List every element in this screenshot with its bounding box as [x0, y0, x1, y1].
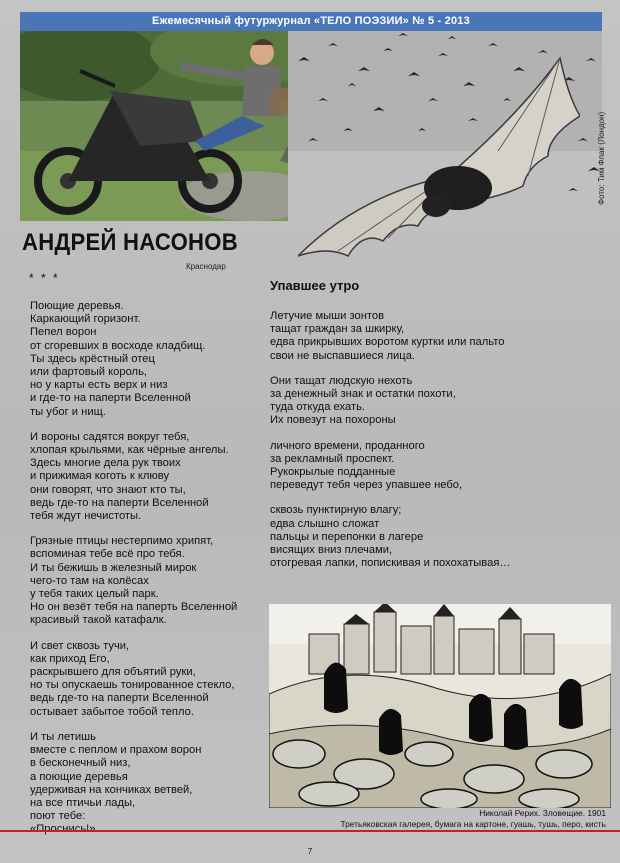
stanza	[270, 504, 511, 570]
poem-line: ведь где-то на паперти Вселенной	[30, 692, 209, 705]
poem-line: отогревая лапки, попискивая и похохатывая…	[270, 557, 511, 570]
poem-line: Они тащат людскую нехоть	[270, 374, 413, 387]
poem2-title: Упавшее утро	[270, 278, 360, 293]
stanza	[270, 440, 511, 493]
author-city: Краснодар	[186, 262, 226, 271]
poem-line: Здесь многие дела рук твоих	[30, 457, 181, 470]
poem-line: Рукокрылые подданные	[270, 466, 396, 479]
poem-line: Летучие мыши зонтов	[270, 310, 385, 322]
poem-line: И вороны садятся вокруг тебя,	[30, 430, 190, 443]
poem-line: едва прикрывших воротом куртки или пальто	[270, 336, 505, 349]
author-name: АНДРЕЙ НАСОНОВ	[22, 229, 238, 256]
poem-line: они говорят, что знают кто ты,	[30, 483, 186, 496]
caption-line-1: Николай Рерих. Зловещие. 1901	[479, 808, 606, 818]
poem-line: Но он везёт тебя на паперть Вселенной	[30, 601, 238, 614]
stanza	[30, 535, 237, 627]
poem-line: свои не выспавшиеся лица.	[270, 349, 416, 362]
poem-line: красивый такой катафалк.	[30, 614, 167, 627]
poem-line: висящих вниз плечами,	[270, 544, 393, 557]
stanza	[270, 310, 511, 363]
poem-line: раскрывшего для объятий руки,	[30, 666, 196, 679]
poem-line: ты убог и нищ.	[30, 405, 106, 418]
poem-line: Их повезут на похороны	[270, 414, 396, 427]
poem-line: Грязные птицы нестерпимо хрипят,	[30, 535, 214, 548]
poem-line: пальцы и перепонки в лагере	[270, 530, 424, 543]
poem-line: И ты бежишь в железный мирок	[30, 561, 197, 574]
poem-line: туда откуда ехать.	[270, 401, 366, 414]
poem-line: в бесконечный низ,	[30, 757, 131, 770]
poem2-body	[270, 310, 511, 582]
poem-line: Пепел ворон	[30, 326, 97, 339]
poem1-title: * * *	[29, 271, 60, 285]
poem-line: сквозь пунктирную влагу;	[270, 504, 402, 517]
bat-illustration	[298, 56, 580, 270]
stanza	[30, 731, 237, 837]
journal-banner: Ежемесячный футуржурнал «ТЕЛО ПОЭЗИИ» № 5 - 2013	[20, 12, 602, 31]
caption-line-2: Третьяковская галерея, бумага на картоне, гуашь, тушь, перо, кисть	[340, 819, 606, 829]
poem-line: тащат граждан за шкирку,	[270, 323, 405, 336]
poem-line: но у карты есть верх и низ	[30, 379, 168, 392]
poem-line: чего-то там на колёсах	[30, 574, 149, 587]
stanza	[30, 300, 237, 419]
poem-line: остывает забытое тобой тепло.	[30, 705, 194, 718]
stanza	[270, 375, 511, 428]
poem-line: и прижимая коготь к клюву	[30, 470, 170, 483]
poem-line: едва слышно сложат	[270, 517, 380, 530]
poem-line: а поющие деревья	[30, 770, 128, 783]
poem-line: Каркающий горизонт.	[30, 313, 141, 326]
painting-caption	[340, 808, 606, 830]
poem-line: вспоминая тебе всё про тебя.	[30, 548, 185, 561]
poem-line: за рекламный проспект.	[270, 452, 395, 465]
poem-line: вместе с пеплом и прахом ворон	[30, 744, 202, 757]
poem1-body	[30, 300, 237, 849]
poem-line: за денежный знак и остатки похоти,	[270, 388, 456, 401]
photo-credit: Фото: Тим Флак (Лондон)	[597, 111, 606, 205]
poem-line: но ты опускаешь тонированное стекло,	[30, 679, 235, 692]
page-number: 7	[307, 847, 313, 856]
poem-line: хлопая крыльями, как чёрные ангелы.	[30, 444, 229, 457]
poem-line: и где-то на паперти Вселенной	[30, 392, 191, 405]
poem-line: или фартовый король,	[30, 366, 148, 379]
poem-line: ведь где-то на паперти Вселенной	[30, 496, 209, 509]
poem-line: у тебя таких целый парк.	[30, 588, 159, 601]
poem-line: Поющие деревья.	[30, 300, 124, 312]
poem-line: как приход Его,	[30, 652, 110, 665]
poem-line: поют тебе:	[30, 810, 86, 823]
poem-line: на все птичьи лады,	[30, 796, 136, 809]
footer-divider	[0, 830, 620, 832]
poem-line: от сгоревших в восходе кладбищ.	[30, 339, 206, 352]
stanza	[30, 431, 237, 523]
poem-line: переведут тебя через упавшее небо,	[270, 479, 463, 492]
roerich-painting	[269, 604, 611, 808]
poem-line: личного времени, проданного	[270, 439, 425, 452]
poem-line: удерживая на кончиках ветвей,	[30, 783, 193, 796]
poem-line: Ты здесь крёстный отец	[30, 352, 155, 365]
stanza	[30, 640, 237, 719]
poem-line: И свет сквозь тучи,	[30, 639, 130, 652]
poem-line: тебя ждут нечистоты.	[30, 510, 142, 523]
poem-line: И ты летишь	[30, 730, 96, 743]
